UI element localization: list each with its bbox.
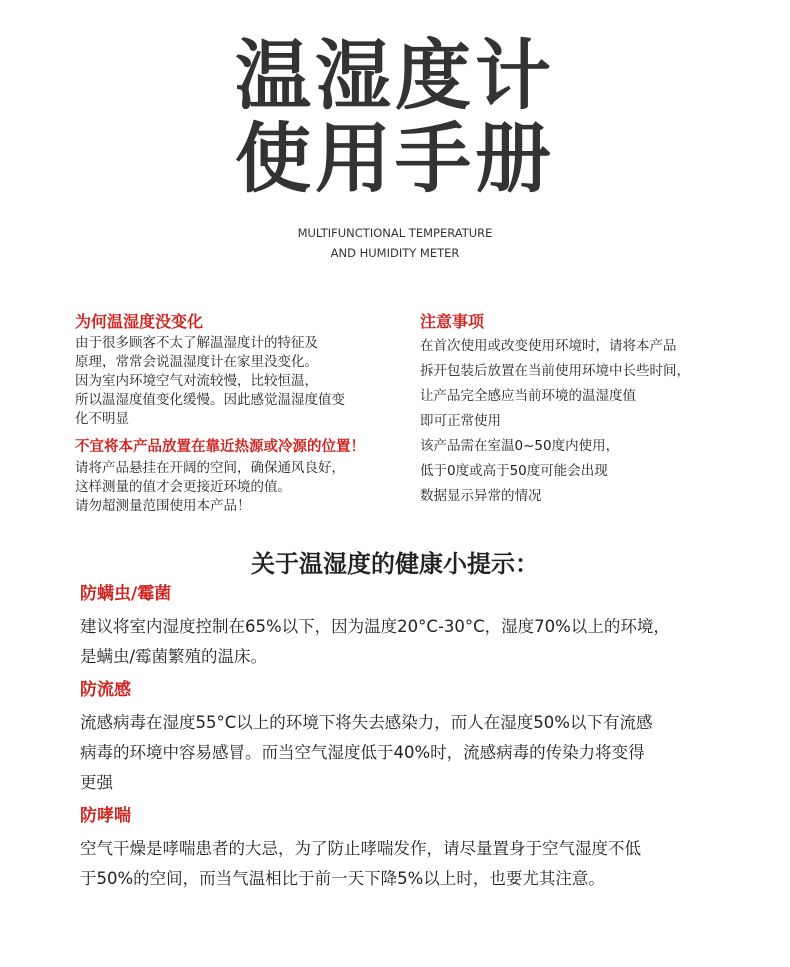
text-line: 即可正常使用 (420, 413, 501, 429)
text-line: 建议将室内湿度控制在65%以下，因为温度20°C-30°C，湿度70%以上的环境， (80, 617, 670, 636)
text-line: 化不明显 (75, 411, 129, 427)
text-line: 请勿超测量范围使用本产品！ (75, 498, 251, 514)
text-line: 该产品需在室温0~50度内使用， (420, 438, 620, 454)
text-line: 数据显示异常的情况 (420, 488, 542, 504)
text-line: 于50%的空间，而当气温相比于前一天下降5%以上时，也要尤其注意。 (80, 869, 605, 888)
text-line: 空气干燥是哮喘患者的大忌，为了防止哮喘发作，请尽量置身于空气湿度不低 (80, 839, 641, 858)
precautions-section (420, 310, 750, 509)
tip-heading: 防哮喘 (80, 806, 131, 826)
section-heading: 为何温湿度没变化 (75, 312, 204, 331)
text-line: 因为室内环境空气对流较慢，比较恒温， (75, 373, 318, 389)
section-heading: 注意事项 (420, 312, 485, 331)
tip-heading: 防流感 (80, 680, 131, 700)
why-no-change-section (75, 310, 405, 516)
text-line: 这样测量的值才会更接近环境的值。 (75, 479, 291, 495)
text-line: 请将产品悬挂在开阔的空间，确保通风良好， (75, 460, 345, 476)
tip-heading: 防螨虫/霉菌 (80, 584, 172, 604)
tip-mites-mold (80, 580, 720, 672)
subtitle-line-2: AND HUMIDITY METER (330, 246, 460, 260)
text-line: 低于0度或高于50度可能会出现 (420, 463, 608, 479)
tip-flu (80, 676, 720, 798)
text-line: 流感病毒在湿度55°C以上的环境下将失去感染力，而人在湿度50%以下有流感 (80, 713, 653, 732)
text-line: 是螨虫/霉菌繁殖的温床。 (80, 647, 268, 666)
text-line: 更强 (80, 773, 113, 792)
text-line: 所以温湿度值变化缓慢。因此感觉温湿度值变 (75, 392, 345, 408)
placement-warning: 不宜将本产品放置在靠近热源或冷源的位置！ (75, 439, 365, 455)
text-line: 在首次使用或改变使用环境时，请将本产品 (420, 338, 677, 354)
text-line: 原理，常常会说温湿度计在家里没变化。 (75, 354, 318, 370)
title-line-2: 使用手册 (235, 114, 555, 203)
text-line: 拆开包装后放置在当前使用环境中长些时间， (420, 363, 690, 379)
subtitle-line-1: MULTIFUNCTIONAL TEMPERATURE (297, 226, 493, 240)
tip-asthma (80, 802, 720, 894)
text-line: 病毒的环境中容易感冒。而当空气湿度低于40%时，流感病毒的传染力将变得 (80, 743, 645, 762)
title-line-1: 温湿度计 (235, 31, 555, 120)
health-tips-title: 关于温湿度的健康小提示： (251, 550, 539, 578)
text-line: 由于很多顾客不太了解温湿度计的特征及 (75, 335, 318, 351)
text-line: 让产品完全感应当前环境的温湿度值 (420, 388, 636, 404)
